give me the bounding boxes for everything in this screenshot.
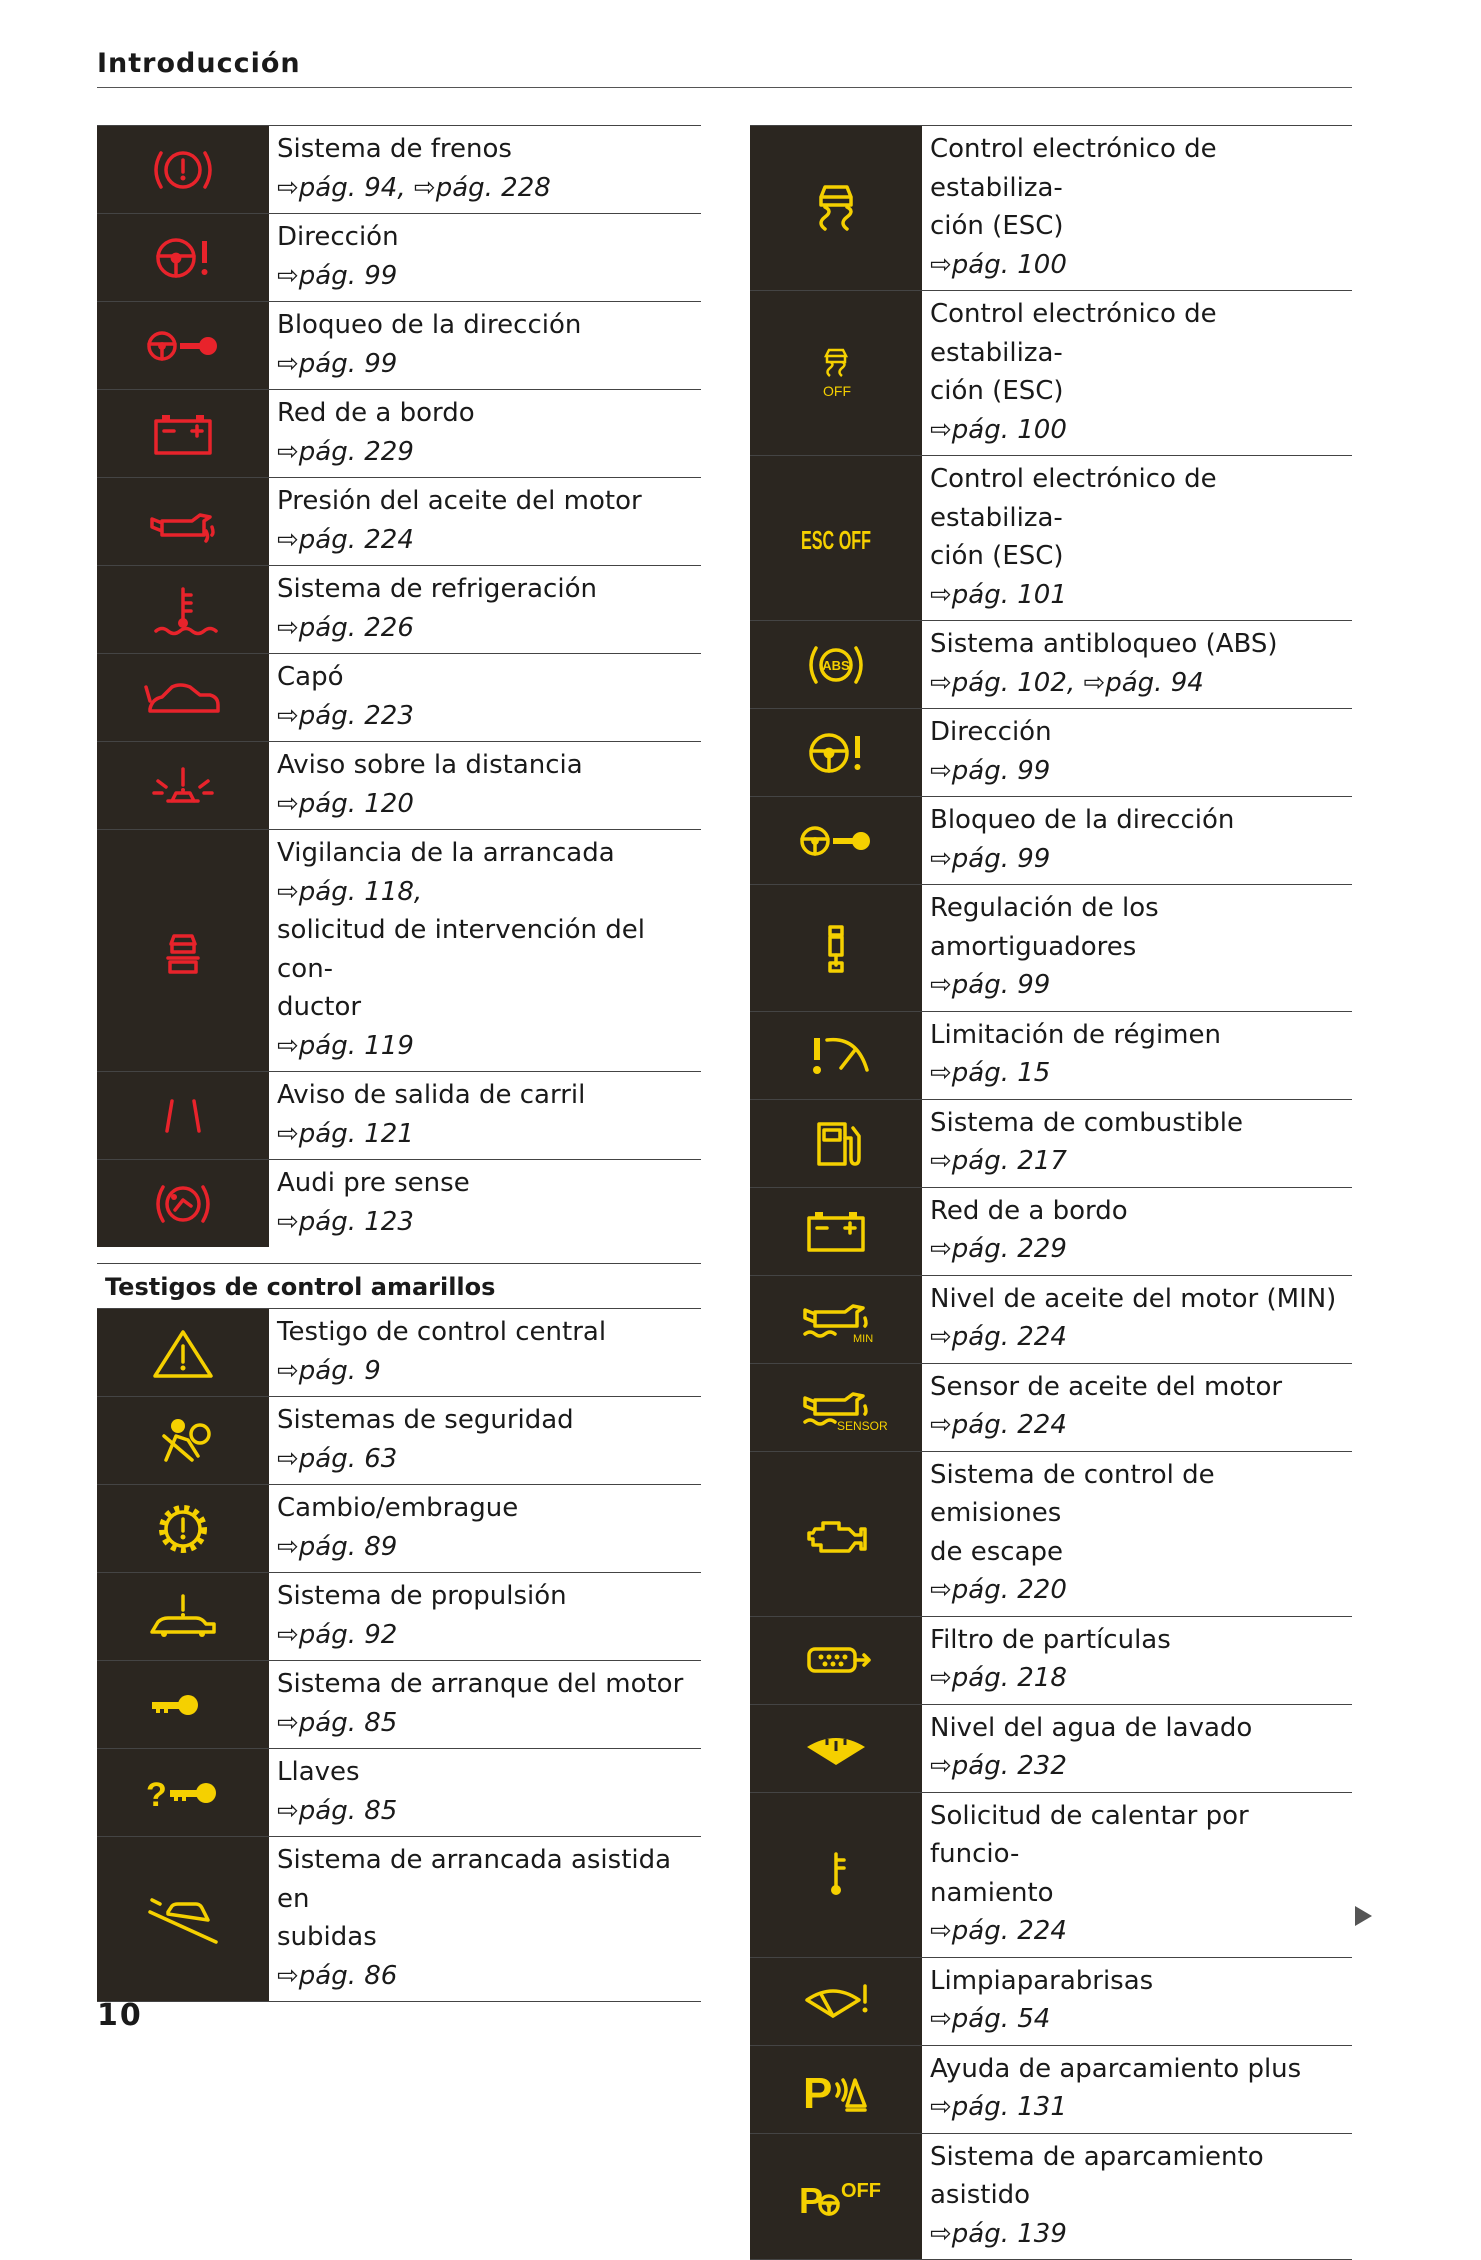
- page-reference-line: [930, 1230, 1346, 1269]
- indicator-label: Control electrónico de estabiliza-: [930, 130, 1346, 207]
- indicator-row: [97, 1159, 701, 1247]
- reference-arrow-icon: ⇨: [930, 2092, 952, 2122]
- page-reference-link[interactable]: ⇨pág. 100: [930, 415, 1067, 445]
- svg-text:?: ?: [146, 1776, 167, 1814]
- right-column: [750, 125, 1352, 2260]
- indicator-row: [97, 389, 701, 477]
- page-reference-link[interactable]: ⇨pág. 100: [930, 250, 1067, 280]
- shock-absorber-icon: [750, 885, 922, 1011]
- page-reference-line: [277, 1957, 695, 1996]
- central-warning-icon: [97, 1309, 269, 1396]
- indicator-label: Regulación de los amortiguadores: [930, 889, 1346, 966]
- page-reference-link[interactable]: ⇨pág. 94,: [277, 173, 406, 203]
- oil-pressure-icon: [97, 478, 269, 565]
- reference-arrow-icon: ⇨: [277, 1961, 299, 1991]
- indicator-label: Solicitud de calentar por funcio-: [930, 1797, 1346, 1874]
- page-reference-line: [277, 609, 695, 648]
- indicator-description: [269, 1397, 701, 1484]
- page-reference-line: [930, 1912, 1346, 1951]
- key-question-icon: [97, 1749, 269, 1836]
- page-reference-line: [930, 1406, 1346, 1445]
- page-reference-link[interactable]: ⇨pág. 232: [930, 1751, 1067, 1781]
- page-reference-link[interactable]: ⇨pág. 99: [277, 349, 397, 379]
- page-reference-link[interactable]: ⇨pág. 102,: [930, 668, 1075, 698]
- page-reference-link[interactable]: ⇨pág. 223: [277, 701, 414, 731]
- indicator-label: Bloqueo de la dirección: [277, 306, 695, 345]
- page-reference-link[interactable]: ⇨pág. 229: [930, 1234, 1067, 1264]
- indicator-description: [269, 390, 701, 477]
- indicator-row: [750, 1363, 1352, 1451]
- indicator-row: [750, 620, 1352, 708]
- indicator-description: [922, 1958, 1352, 2045]
- abs-icon: [750, 621, 922, 708]
- indicator-label: Sistemas de seguridad: [277, 1401, 695, 1440]
- svg-text:ESC OFF: ESC OFF: [801, 525, 871, 555]
- page-reference-link[interactable]: ⇨pág. 85: [277, 1708, 397, 1738]
- indicator-label: Audi pre sense: [277, 1164, 695, 1203]
- battery-icon: [750, 1188, 922, 1275]
- page-reference-line: [277, 1440, 695, 1479]
- indicator-row: [750, 1616, 1352, 1704]
- page-number: 10: [97, 1998, 143, 2033]
- page-reference-link[interactable]: ⇨pág. 224: [930, 1410, 1067, 1440]
- indicator-row: [97, 1484, 701, 1572]
- reference-arrow-icon: ⇨: [277, 613, 299, 643]
- indicator-label: namiento: [930, 1874, 1346, 1913]
- svg-text:OFF: OFF: [823, 383, 851, 399]
- indicator-row: [97, 301, 701, 389]
- page-reference-link[interactable]: ⇨pág. 85: [277, 1796, 397, 1826]
- indicator-description: [269, 742, 701, 829]
- indicator-label: Testigo de control central: [277, 1313, 695, 1352]
- page-reference-line: [930, 752, 1346, 791]
- left-column: [97, 125, 701, 2002]
- section-title-yellow-indicators: Testigos de control amarillos: [97, 1263, 701, 1308]
- reference-arrow-icon: ⇨: [930, 668, 952, 698]
- page-reference-line: [277, 521, 695, 560]
- indicator-description: [922, 885, 1352, 1011]
- indicator-label: Red de a bordo: [930, 1192, 1346, 1231]
- indicator-description: [922, 1617, 1352, 1704]
- page-reference-line: [930, 1747, 1346, 1786]
- reference-arrow-icon: ⇨: [277, 1031, 299, 1061]
- page-reference-link[interactable]: ⇨pág. 63: [277, 1444, 397, 1474]
- steering-lock-icon: [97, 302, 269, 389]
- washer-fluid-icon: [750, 1705, 922, 1792]
- page-reference-link[interactable]: ⇨pág. 99: [930, 756, 1050, 786]
- indicator-description: [922, 1452, 1352, 1616]
- indicator-label: Presión del aceite del motor: [277, 482, 695, 521]
- reference-arrow-icon: ⇨: [277, 701, 299, 731]
- distance-warning-icon: [97, 742, 269, 829]
- continue-arrow-icon: [1355, 1906, 1372, 1926]
- reference-arrow-icon: ⇨: [277, 877, 299, 907]
- page-reference-link[interactable]: ⇨pág. 218: [930, 1663, 1067, 1693]
- indicator-row: [97, 1396, 701, 1484]
- page-reference-line: [930, 576, 1346, 615]
- page-reference-link[interactable]: ⇨pág. 15: [930, 1058, 1050, 1088]
- indicator-description: [269, 478, 701, 565]
- indicator-description: [269, 214, 701, 301]
- indicator-label: ductor: [277, 988, 695, 1027]
- svg-text:ABS: ABS: [822, 658, 850, 673]
- page-reference-line: [930, 966, 1346, 1005]
- page-reference-line: [930, 1054, 1346, 1093]
- indicator-description: [922, 1705, 1352, 1792]
- indicator-label: Control electrónico de estabiliza-: [930, 460, 1346, 537]
- indicator-description: [922, 126, 1352, 290]
- indicator-description: [922, 1276, 1352, 1363]
- indicator-description: [269, 830, 701, 1071]
- indicator-description: [269, 302, 701, 389]
- indicator-row: [750, 1275, 1352, 1363]
- indicator-description: [922, 456, 1352, 620]
- indicator-label: Sistema antibloqueo (ABS): [930, 625, 1346, 664]
- reference-arrow-icon: ⇨: [930, 1322, 952, 1352]
- indicator-label: Sistema de propulsión: [277, 1577, 695, 1616]
- indicator-row: [97, 477, 701, 565]
- indicator-label: Sistema de combustible: [930, 1104, 1346, 1143]
- parking-aid-icon: [750, 2046, 922, 2133]
- indicator-description: [922, 1793, 1352, 1957]
- indicator-label: Sensor de aceite del motor: [930, 1368, 1346, 1407]
- header-divider: [97, 87, 1352, 88]
- reference-arrow-icon: ⇨: [930, 1575, 952, 1605]
- emission-control-icon: [750, 1452, 922, 1616]
- page-reference-line: [930, 1659, 1346, 1698]
- page-reference-line: [930, 1318, 1346, 1357]
- indicator-description: [269, 1661, 701, 1748]
- brake-system-icon: [97, 126, 269, 213]
- warm-up-icon: [750, 1793, 922, 1957]
- page-reference-link[interactable]: ⇨pág. 54: [930, 2004, 1050, 2034]
- page-reference-link[interactable]: ⇨pág. 99: [277, 261, 397, 291]
- reference-arrow-icon: ⇨: [277, 1620, 299, 1650]
- page-reference-link[interactable]: ⇨pág. 229: [277, 437, 414, 467]
- indicator-row: [750, 2045, 1352, 2133]
- oil-level-min-icon: [750, 1276, 922, 1363]
- indicator-label: Sistema de arranque del motor: [277, 1665, 695, 1704]
- indicator-label: ción (ESC): [930, 207, 1346, 246]
- page-reference-link[interactable]: ⇨pág. 99: [930, 970, 1050, 1000]
- indicator-description: [922, 1100, 1352, 1187]
- hill-start-icon: [97, 1837, 269, 2001]
- reference-arrow-icon: ⇨: [930, 580, 952, 610]
- indicator-label: Limpiaparabrisas: [930, 1962, 1346, 2001]
- start-monitoring-icon: [97, 830, 269, 1071]
- indicator-description: [269, 1749, 701, 1836]
- svg-text:P: P: [803, 2069, 832, 2118]
- page-reference-link[interactable]: ⇨pág. 119: [277, 1027, 695, 1066]
- indicator-label: Sistema de refrigeración: [277, 570, 695, 609]
- pre-sense-icon: [97, 1160, 269, 1247]
- page-reference-link[interactable]: ⇨pág. 123: [277, 1207, 414, 1237]
- indicator-row: [97, 1071, 701, 1159]
- page-reference-line: [277, 785, 695, 824]
- indicator-label: Capó: [277, 658, 695, 697]
- reference-arrow-icon: ⇨: [930, 1663, 952, 1693]
- indicator-row: [97, 125, 701, 213]
- reference-arrow-icon: ⇨: [277, 1796, 299, 1826]
- indicator-row: [97, 1836, 701, 2002]
- page-reference-line: [277, 1616, 695, 1655]
- indicator-row: [750, 2133, 1352, 2260]
- indicator-label: Ayuda de aparcamiento plus: [930, 2050, 1346, 2089]
- indicator-label: Vigilancia de la arrancada: [277, 834, 695, 873]
- indicator-row: [97, 829, 701, 1071]
- page-reference-line: [277, 1528, 695, 1567]
- indicator-description: [922, 1364, 1352, 1451]
- page-reference-link[interactable]: ⇨pág. 99: [930, 844, 1050, 874]
- indicator-label: ción (ESC): [930, 537, 1346, 576]
- reference-arrow-icon: ⇨: [930, 1058, 952, 1088]
- indicator-label: solicitud de intervención del con-: [277, 911, 695, 988]
- indicator-description: [269, 566, 701, 653]
- page-reference-line: [930, 411, 1346, 450]
- indicator-description: [922, 2046, 1352, 2133]
- indicator-label: Aviso de salida de carril: [277, 1076, 695, 1115]
- indicator-description: [922, 2134, 1352, 2260]
- indicator-label: ción (ESC): [930, 372, 1346, 411]
- wiper-icon: [750, 1958, 922, 2045]
- svg-text:MIN: MIN: [853, 1333, 873, 1345]
- reference-arrow-icon: ⇨: [277, 261, 299, 291]
- page-reference-line: [930, 664, 1346, 703]
- indicator-description: [922, 291, 1352, 455]
- indicator-row: [750, 1099, 1352, 1187]
- indicator-label: Red de a bordo: [277, 394, 695, 433]
- indicator-description: [922, 709, 1352, 796]
- reference-arrow-icon: ⇨: [277, 437, 299, 467]
- svg-text:P: P: [799, 2180, 823, 2221]
- indicator-description: [922, 1188, 1352, 1275]
- reference-arrow-icon: ⇨: [930, 2219, 952, 2249]
- indicator-description: [269, 1573, 701, 1660]
- page-reference-line: [277, 1352, 695, 1391]
- oil-sensor-icon: [750, 1364, 922, 1451]
- indicator-row: [750, 1792, 1352, 1957]
- page-reference-link[interactable]: ⇨pág. 228: [414, 173, 551, 203]
- indicator-row: [750, 1187, 1352, 1275]
- indicator-description: [269, 654, 701, 741]
- page-reference-link[interactable]: ⇨pág. 131: [930, 2092, 1067, 2122]
- page-reference-line: [930, 2088, 1346, 2127]
- reference-arrow-icon: ⇨: [930, 756, 952, 786]
- steering-warning-icon: [750, 709, 922, 796]
- indicator-description: [269, 1837, 701, 2001]
- indicator-description: [269, 1309, 701, 1396]
- indicator-description: [269, 126, 701, 213]
- indicator-label: Sistema de arrancada asistida en: [277, 1841, 695, 1918]
- reference-arrow-icon: ⇨: [277, 1532, 299, 1562]
- reference-arrow-icon: ⇨: [930, 415, 952, 445]
- indicator-label: Sistema de frenos: [277, 130, 695, 169]
- page-reference-line: [930, 840, 1346, 879]
- steering-warning-icon: [97, 214, 269, 301]
- indicator-row: [750, 455, 1352, 620]
- page-reference-link[interactable]: ⇨pág. 89: [277, 1532, 397, 1562]
- indicator-label: Cambio/embrague: [277, 1489, 695, 1528]
- indicator-row: [750, 1011, 1352, 1099]
- reference-arrow-icon: ⇨: [277, 525, 299, 555]
- page-reference-line: [277, 433, 695, 472]
- particle-filter-icon: [750, 1617, 922, 1704]
- indicator-description: [269, 1072, 701, 1159]
- indicator-row: [97, 1308, 701, 1396]
- indicator-row: [750, 1451, 1352, 1616]
- indicator-row: [750, 1957, 1352, 2045]
- gearbox-icon: [97, 1485, 269, 1572]
- page-reference-link[interactable]: ⇨pág. 220: [930, 1575, 1067, 1605]
- page-reference-link[interactable]: ⇨pág. 224: [930, 1322, 1067, 1352]
- battery-icon: [97, 390, 269, 477]
- reference-arrow-icon: ⇨: [277, 1444, 299, 1474]
- page-reference-link[interactable]: ⇨pág. 94: [1083, 668, 1203, 698]
- reference-arrow-icon: ⇨: [277, 173, 299, 203]
- reference-arrow-icon: ⇨: [930, 1410, 952, 1440]
- page-reference-link[interactable]: ⇨pág. 139: [930, 2219, 1067, 2249]
- rev-limit-icon: [750, 1012, 922, 1099]
- indicator-row: [97, 213, 701, 301]
- reference-arrow-icon: ⇨: [930, 250, 952, 280]
- indicator-label: Dirección: [930, 713, 1346, 752]
- indicator-row: [97, 653, 701, 741]
- reference-arrow-icon: ⇨: [1083, 668, 1105, 698]
- indicator-label: Llaves: [277, 1753, 695, 1792]
- lane-departure-icon: [97, 1072, 269, 1159]
- indicator-row: [97, 565, 701, 653]
- indicator-row: [750, 125, 1352, 290]
- reference-arrow-icon: ⇨: [930, 1234, 952, 1264]
- page-reference-line: [277, 1115, 695, 1154]
- drive-system-icon: [97, 1573, 269, 1660]
- reference-arrow-icon: ⇨: [277, 1207, 299, 1237]
- indicator-description: [269, 1485, 701, 1572]
- page-reference-link[interactable]: ⇨pág. 86: [277, 1961, 397, 1991]
- svg-text:OFF: OFF: [841, 2180, 881, 2202]
- page-reference-line: [930, 2215, 1346, 2254]
- indicator-description: [269, 1160, 701, 1247]
- steering-lock-icon: [750, 797, 922, 884]
- coolant-temperature-icon: [97, 566, 269, 653]
- indicator-row: [97, 1748, 701, 1836]
- reference-arrow-icon: ⇨: [930, 2004, 952, 2034]
- page-reference-line: [277, 1704, 695, 1743]
- indicator-label: Control electrónico de estabiliza-: [930, 295, 1346, 372]
- reference-arrow-icon: ⇨: [930, 844, 952, 874]
- indicator-row: [750, 884, 1352, 1011]
- reference-arrow-icon: ⇨: [277, 1119, 299, 1149]
- park-assist-off-icon: [750, 2134, 922, 2260]
- esc-off-text-icon: [750, 456, 922, 620]
- indicator-row: [97, 741, 701, 829]
- page-reference-link[interactable]: ⇨pág. 217: [930, 1146, 1067, 1176]
- indicator-description: [922, 621, 1352, 708]
- esc-icon: [750, 126, 922, 290]
- page-reference-line: [277, 169, 695, 208]
- page-reference-link[interactable]: ⇨pág. 224: [930, 1916, 1067, 1946]
- reference-arrow-icon: ⇨: [277, 349, 299, 379]
- reference-arrow-icon: ⇨: [930, 970, 952, 1000]
- page-reference-line: [277, 257, 695, 296]
- indicator-label: Sistema de control de emisiones: [930, 1456, 1346, 1533]
- indicator-label: Nivel del agua de lavado: [930, 1709, 1346, 1748]
- indicator-row: [750, 796, 1352, 884]
- indicator-row: [750, 1704, 1352, 1792]
- page-reference-link[interactable]: ⇨pág. 92: [277, 1620, 397, 1650]
- hood-open-icon: [97, 654, 269, 741]
- reference-arrow-icon: ⇨: [930, 1751, 952, 1781]
- indicator-label: Limitación de régimen: [930, 1016, 1346, 1055]
- indicator-row: [97, 1660, 701, 1748]
- indicator-row: [97, 1572, 701, 1660]
- reference-arrow-icon: ⇨: [277, 1356, 299, 1386]
- reference-arrow-icon: ⇨: [414, 173, 436, 203]
- reference-arrow-icon: ⇨: [930, 1916, 952, 1946]
- page-reference-line: [930, 2000, 1346, 2039]
- airbag-icon: [97, 1397, 269, 1484]
- fuel-system-icon: [750, 1100, 922, 1187]
- indicator-label: Filtro de partículas: [930, 1621, 1346, 1660]
- indicator-description: [922, 1012, 1352, 1099]
- page-reference-line: [930, 1142, 1346, 1181]
- indicator-description: [922, 797, 1352, 884]
- page-reference-line: [930, 1571, 1346, 1610]
- esc-off-icon: [750, 291, 922, 455]
- indicator-label: Sistema de aparcamiento asistido: [930, 2138, 1346, 2215]
- page-header: Introducción: [97, 48, 301, 79]
- page-reference-line: [277, 345, 695, 384]
- page-reference-link[interactable]: ⇨pág. 118,: [277, 873, 695, 912]
- indicator-label: Aviso sobre la distancia: [277, 746, 695, 785]
- indicator-label: de escape: [930, 1533, 1346, 1572]
- page-reference-line: [930, 246, 1346, 285]
- engine-start-key-icon: [97, 1661, 269, 1748]
- page-reference-link[interactable]: ⇨pág. 121: [277, 1119, 414, 1149]
- indicator-row: [750, 290, 1352, 455]
- indicator-label: Nivel de aceite del motor (MIN): [930, 1280, 1346, 1319]
- page-reference-line: [277, 1203, 695, 1242]
- reference-arrow-icon: ⇨: [277, 1708, 299, 1738]
- page-reference-link[interactable]: ⇨pág. 9: [277, 1356, 381, 1386]
- indicator-row: [750, 708, 1352, 796]
- page-reference-link[interactable]: ⇨pág. 224: [277, 525, 414, 555]
- page-reference-link[interactable]: ⇨pág. 226: [277, 613, 414, 643]
- page-reference-line: [277, 697, 695, 736]
- indicator-label: subidas: [277, 1918, 695, 1957]
- page-reference-line: [277, 1792, 695, 1831]
- reference-arrow-icon: ⇨: [930, 1146, 952, 1176]
- reference-arrow-icon: ⇨: [277, 789, 299, 819]
- page-reference-link[interactable]: ⇨pág. 120: [277, 789, 414, 819]
- indicator-label: Dirección: [277, 218, 695, 257]
- svg-text:SENSOR: SENSOR: [837, 1419, 888, 1433]
- page-reference-link[interactable]: ⇨pág. 101: [930, 580, 1067, 610]
- indicator-label: Bloqueo de la dirección: [930, 801, 1346, 840]
